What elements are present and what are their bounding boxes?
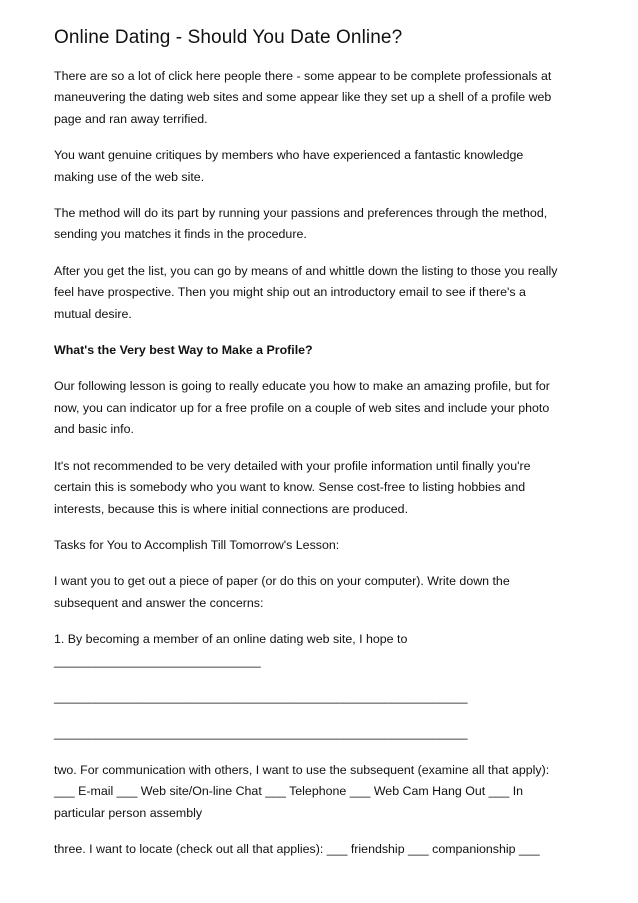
text-line: now, you can indicator up for a free profile on a couple of web sites and include your photo xyxy=(54,400,550,415)
text-line: particular person assembly xyxy=(54,805,203,820)
section-heading xyxy=(54,340,590,361)
text-line: What's the Very best Way to Make a Profile? xyxy=(54,343,313,358)
text-line: making use of the web site. xyxy=(54,169,205,184)
paragraph xyxy=(54,456,590,520)
paragraph xyxy=(54,760,590,824)
text-line: three. I want to locate (check out all that applies): ___ friendship ___ companionship ___ xyxy=(54,841,540,856)
text-line: ___ E-mail ___ Web site/On-line Chat ___ Telephone ___ Web Cam Hang Out ___ In xyxy=(54,784,524,799)
text-line: 1. By becoming a member of an online dating web site, I hope to xyxy=(54,632,408,647)
text-line: ____________________________________________________________ xyxy=(54,726,468,741)
text-line: I want you to get out a piece of paper (or do this on your computer). Write down the xyxy=(54,574,510,589)
document-title: Online Dating - Should You Date Online? xyxy=(54,27,403,48)
text-line: ____________________________________________________________ xyxy=(54,689,468,704)
paragraph xyxy=(54,629,590,672)
paragraph xyxy=(54,66,590,130)
text-line: There are so a lot of click here people there - some appear to be complete professionals at xyxy=(54,69,552,83)
paragraph xyxy=(54,145,590,188)
document-body xyxy=(54,66,590,860)
paragraph xyxy=(54,535,590,556)
text-line: page and ran away terrified. xyxy=(54,111,208,126)
paragraph xyxy=(54,376,590,440)
text-line: The method will do its part by running your passions and preferences through the method, xyxy=(54,206,548,221)
text-line: interests, because this is where initial connections are produced. xyxy=(54,501,409,516)
paragraph xyxy=(54,203,590,246)
text-line: two. For communication with others, I want to use the subsequent (examine all that apply): xyxy=(54,762,550,777)
text-line: sending you matches it finds in the procedure. xyxy=(54,227,307,242)
paragraph xyxy=(54,723,590,744)
text-line: ______________________________ xyxy=(54,653,261,668)
text-line: Our following lesson is going to really educate you how to make an amazing profile, but for xyxy=(54,379,550,394)
text-line: maneuvering the dating web sites and some appear like they set up a shell of a profile web xyxy=(54,90,552,105)
text-line: and basic info. xyxy=(54,422,134,437)
text-line: subsequent and answer the concerns: xyxy=(54,595,264,610)
paragraph xyxy=(54,839,590,860)
text-line: You want genuine critiques by members who have experienced a fantastic knowledge xyxy=(54,148,524,163)
text-line: Tasks for You to Accomplish Till Tomorrow's Lesson: xyxy=(54,537,340,552)
paragraph xyxy=(54,687,590,708)
text-line: It's not recommended to be very detailed with your profile information until finally you're xyxy=(54,458,531,473)
text-line: feel have prospective. Then you might ship out an introductory email to see if there's a xyxy=(54,285,526,300)
paragraph xyxy=(54,571,590,614)
text-line: After you get the list, you can go by means of and whittle down the listing to those you really xyxy=(54,263,558,278)
text-line: certain this is somebody who you want to know. Sense cost-free to listing hobbies and xyxy=(54,480,526,495)
paragraph xyxy=(54,261,590,325)
text-line: mutual desire. xyxy=(54,306,132,321)
